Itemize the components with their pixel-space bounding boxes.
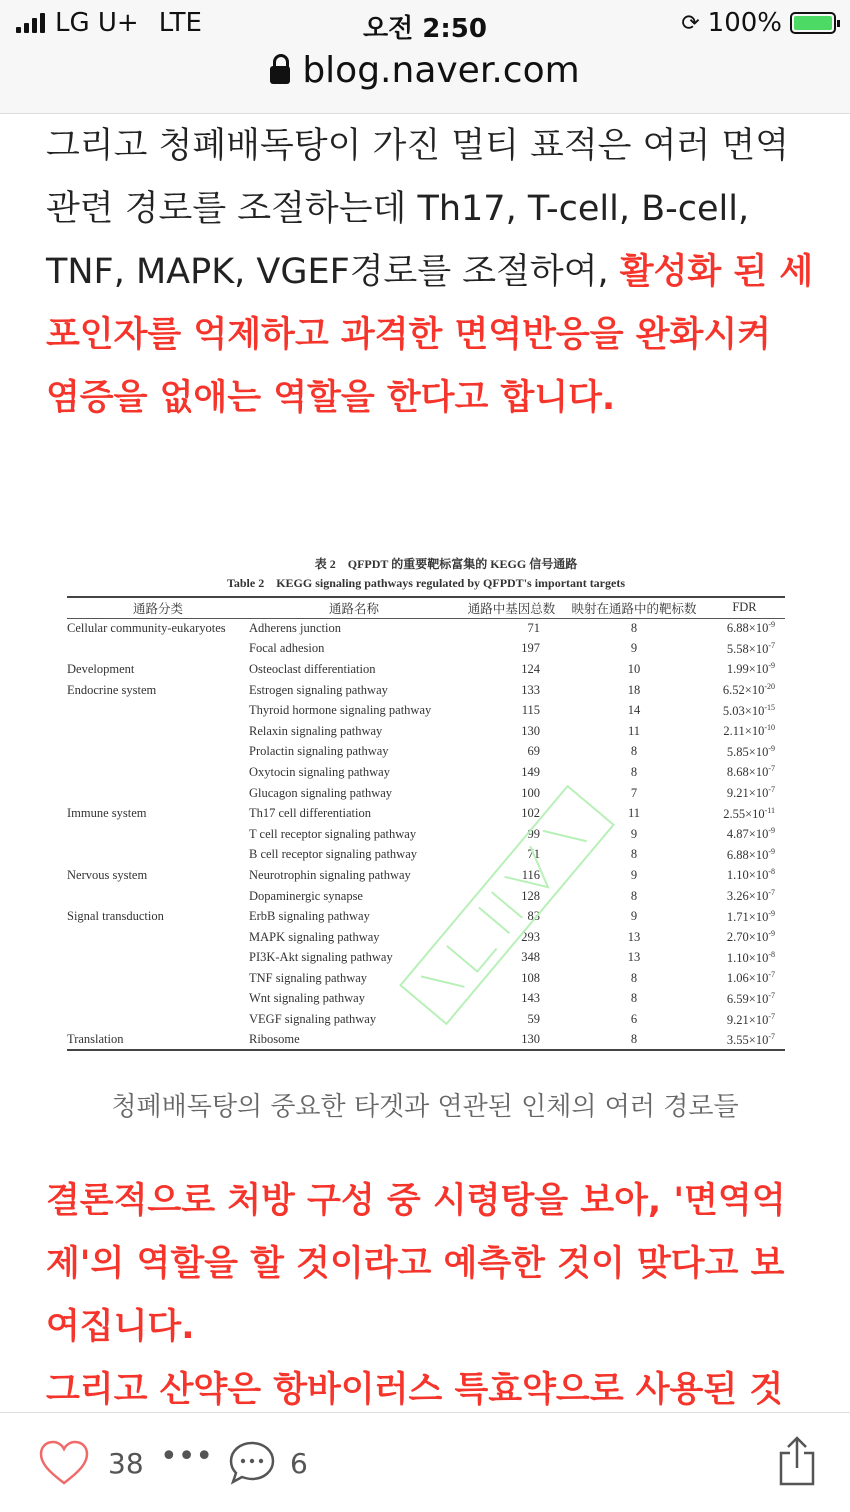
header-name: 通路名称 xyxy=(249,597,459,618)
cell-gene-total: 99 xyxy=(527,826,540,841)
carrier: LG U+ xyxy=(55,8,139,38)
table-row xyxy=(67,700,785,721)
header-category: 通路分类 xyxy=(67,597,249,618)
table-row xyxy=(67,762,785,783)
cell-target-count: 9 xyxy=(630,909,638,924)
heart-icon xyxy=(38,1439,90,1487)
cell-gene-total: 133 xyxy=(521,682,540,697)
fdr-exponent: -10 xyxy=(764,723,775,733)
cell-fdr xyxy=(704,618,785,639)
cell-pathway-name: Thyroid hormone signaling pathway xyxy=(249,703,432,718)
table-row xyxy=(67,906,785,927)
cell-fdr xyxy=(704,803,785,824)
fdr-mantissa: 1.10×10 xyxy=(726,950,769,965)
comment-count: 6 xyxy=(290,1446,308,1480)
cell-gene-total: 108 xyxy=(521,970,540,985)
cell-fdr xyxy=(704,968,785,989)
fdr-exponent: -7 xyxy=(768,1031,775,1041)
cell-target-count: 7 xyxy=(630,785,638,800)
fdr-exponent: -9 xyxy=(768,620,775,630)
paragraph-text: 그리고 청폐배독탕이 가진 멀티 표적은 여러 면역 관련 경로를 조절하는데 Th17, T-cell, B-cell, TNF, MAPK, VGEF경로를 조절하여, xyxy=(46,126,789,292)
cell-category xyxy=(67,927,249,948)
fdr-mantissa: 2.55×10 xyxy=(723,806,765,821)
cell-target-count: 11 xyxy=(627,806,641,821)
kegg-table-image xyxy=(67,555,785,1051)
cell-target-count: 8 xyxy=(630,621,638,636)
comment-icon xyxy=(228,1439,276,1487)
highlighted-text-next: 그리고 산약은 항바이러스 특효약으로 사용된 것 xyxy=(46,1370,784,1410)
cell-gene-total: 102 xyxy=(521,806,540,821)
cell-pathway-name: Osteoclast differentiation xyxy=(249,661,376,676)
cell-target-count: 8 xyxy=(630,991,638,1006)
more-button[interactable] xyxy=(160,1439,213,1474)
cell-gene-total: 83 xyxy=(527,909,540,924)
cell-fdr xyxy=(704,1009,785,1030)
cell-pathway-name: Oxytocin signaling pathway xyxy=(249,764,390,779)
cell-category: Translation xyxy=(67,1032,124,1047)
fdr-mantissa: 6.59×10 xyxy=(726,992,769,1007)
table-row xyxy=(67,989,785,1010)
fdr-exponent: -7 xyxy=(768,887,775,897)
cell-target-count: 8 xyxy=(630,744,638,759)
cell-gene-total: 130 xyxy=(521,723,540,738)
fdr-mantissa: 8.68×10 xyxy=(726,765,769,780)
cell-gene-total: 71 xyxy=(527,621,540,636)
cell-target-count: 10 xyxy=(627,661,641,676)
fdr-mantissa: 2.70×10 xyxy=(726,930,769,945)
cell-gene-total: 116 xyxy=(521,867,540,882)
body-paragraph-1 xyxy=(46,115,816,430)
image-caption: 청폐배독탕의 중요한 타겟과 연관된 인체의 여러 경로들 xyxy=(111,1092,739,1122)
cell-gene-total: 293 xyxy=(521,929,540,944)
table-row xyxy=(67,968,785,989)
table-row xyxy=(67,845,785,866)
cell-pathway-name: MAPK signaling pathway xyxy=(249,929,380,944)
cell-fdr xyxy=(704,783,785,804)
fdr-exponent: -7 xyxy=(768,640,775,650)
more-icon: ••• xyxy=(160,1439,214,1474)
cell-fdr xyxy=(704,906,785,927)
network-type: LTE xyxy=(158,8,202,38)
cell-category xyxy=(67,762,249,783)
bottom-action-bar xyxy=(0,1412,850,1512)
cell-gene-total: 69 xyxy=(527,744,540,759)
cell-category xyxy=(67,948,249,969)
fdr-exponent: -7 xyxy=(768,784,775,794)
cell-category: Cellular community-eukaryotes xyxy=(67,621,226,636)
header-fdr: FDR xyxy=(704,597,785,618)
header-target-count: 映射在通路中的靶标数 xyxy=(564,597,704,618)
cell-target-count: 8 xyxy=(630,1032,638,1047)
table-row xyxy=(67,886,785,907)
table-row xyxy=(67,865,785,886)
cell-fdr xyxy=(704,989,785,1010)
cell-pathway-name: Adherens junction xyxy=(249,621,341,636)
highlighted-text: 결론적으로 처방 구성 중 시령탕을 보아, '면역억제'의 역할을 할 것이라고 예측한 것이 맞다고 보여집니다. xyxy=(46,1181,786,1347)
table-row xyxy=(67,1030,785,1051)
highlighted-text: 활성화 된 세포인자를 억제하고 과격한 면역반응을 완화시켜 염증을 없애는 역할을 한다고 합니다. xyxy=(46,252,814,418)
cell-gene-total: 143 xyxy=(521,991,540,1006)
table-title-en: Table 2 KEGG signaling pathways regulated by QFPDT's important targets xyxy=(226,576,626,590)
cell-fdr xyxy=(704,659,785,680)
cell-category xyxy=(67,700,249,721)
fdr-mantissa: 1.71×10 xyxy=(726,909,769,924)
lock-icon xyxy=(270,66,290,84)
cell-pathway-name: Estrogen signaling pathway xyxy=(249,682,388,697)
cell-pathway-name: Wnt signaling pathway xyxy=(249,991,365,1006)
fdr-exponent: -20 xyxy=(764,682,775,691)
cell-pathway-name: VEGF signaling pathway xyxy=(249,1012,377,1027)
cell-pathway-name: Relaxin signaling pathway xyxy=(249,723,383,738)
cell-gene-total: 124 xyxy=(521,661,540,676)
cell-category xyxy=(67,639,249,660)
cell-target-count: 14 xyxy=(627,703,641,718)
fdr-exponent: -7 xyxy=(768,1011,775,1021)
cell-pathway-name: Neurotrophin signaling pathway xyxy=(249,867,411,882)
cell-category: Endocrine system xyxy=(67,682,157,697)
table-row xyxy=(67,803,785,824)
fdr-mantissa: 9.21×10 xyxy=(726,786,769,801)
cell-fdr xyxy=(704,721,785,742)
cell-gene-total: 59 xyxy=(527,1012,540,1027)
cell-category xyxy=(67,886,249,907)
cell-target-count: 18 xyxy=(627,682,641,697)
table-row xyxy=(67,618,785,639)
cell-fdr xyxy=(704,845,785,866)
fdr-mantissa: 9.21×10 xyxy=(726,1012,769,1027)
fdr-exponent: -9 xyxy=(768,661,775,671)
address-bar[interactable] xyxy=(0,46,850,114)
share-button[interactable] xyxy=(778,1435,816,1487)
cell-category: Development xyxy=(67,661,135,676)
cell-fdr xyxy=(704,865,785,886)
table-row xyxy=(67,824,785,845)
fdr-exponent: -9 xyxy=(768,929,775,939)
cell-category xyxy=(67,783,249,804)
kegg-table xyxy=(67,596,785,1051)
cell-target-count: 13 xyxy=(627,929,641,944)
like-button[interactable] xyxy=(38,1439,144,1487)
cell-fdr xyxy=(704,639,785,660)
cell-gene-total: 197 xyxy=(521,641,540,656)
cell-category xyxy=(67,845,249,866)
cell-fdr xyxy=(704,680,785,701)
cell-pathway-name: Glucagon signaling pathway xyxy=(249,785,393,800)
cell-gene-total: 71 xyxy=(527,847,540,862)
fdr-mantissa: 2.11×10 xyxy=(723,724,765,739)
cell-fdr xyxy=(704,1030,785,1051)
fdr-exponent: -7 xyxy=(768,990,775,1000)
rotation-lock-icon: ⟳ xyxy=(681,10,700,36)
fdr-exponent: -9 xyxy=(768,743,775,753)
cell-target-count: 11 xyxy=(627,723,641,738)
battery-percent: 100% xyxy=(707,8,782,38)
cell-target-count: 8 xyxy=(630,970,638,985)
fdr-exponent: -7 xyxy=(768,764,775,774)
table-title-cn: 表 2 QFPDT 的重要靶标富集的 KEGG 信号通路 xyxy=(314,557,578,571)
header-gene-total: 通路中基因总数 xyxy=(459,597,564,618)
table-row xyxy=(67,680,785,701)
table-row xyxy=(67,639,785,660)
fdr-mantissa: 5.03×10 xyxy=(722,703,765,718)
cell-gene-total: 149 xyxy=(521,764,540,779)
fdr-exponent: -15 xyxy=(764,702,775,712)
cell-pathway-name: B cell receptor signaling pathway xyxy=(249,847,417,862)
cell-target-count: 8 xyxy=(630,764,638,779)
table-row xyxy=(67,948,785,969)
share-icon xyxy=(778,1435,816,1487)
cell-fdr xyxy=(704,824,785,845)
cell-target-count: 13 xyxy=(627,950,641,965)
cell-gene-total: 115 xyxy=(521,703,540,718)
table-row xyxy=(67,721,785,742)
fdr-mantissa: 1.99×10 xyxy=(726,662,769,677)
fdr-exponent: -9 xyxy=(768,846,775,856)
cell-category: Signal transduction xyxy=(67,909,164,924)
table-row xyxy=(67,783,785,804)
cell-pathway-name: Prolactin signaling pathway xyxy=(249,744,389,759)
fdr-mantissa: 1.06×10 xyxy=(726,971,769,986)
table-row xyxy=(67,742,785,763)
fdr-mantissa: 6.88×10 xyxy=(726,847,769,862)
cell-fdr xyxy=(704,762,785,783)
table-row xyxy=(67,927,785,948)
fdr-mantissa: 3.55×10 xyxy=(726,1032,769,1047)
cell-category xyxy=(67,1009,249,1030)
table-row xyxy=(67,1009,785,1030)
cell-gene-total: 128 xyxy=(521,888,540,903)
cell-category xyxy=(67,742,249,763)
cell-pathway-name: Focal adhesion xyxy=(249,641,325,656)
table-row xyxy=(67,659,785,680)
cell-target-count: 9 xyxy=(630,826,638,841)
cell-fdr xyxy=(704,948,785,969)
fdr-mantissa: 6.88×10 xyxy=(726,621,769,636)
like-count: 38 xyxy=(108,1446,144,1480)
cell-category: Nervous system xyxy=(67,867,148,882)
cell-gene-total: 100 xyxy=(521,785,540,800)
cell-fdr xyxy=(704,742,785,763)
status-bar xyxy=(0,0,850,46)
cell-target-count: 9 xyxy=(630,641,638,656)
cell-fdr xyxy=(704,927,785,948)
fdr-exponent: -9 xyxy=(768,826,775,836)
fdr-exponent: -8 xyxy=(768,949,775,959)
cell-category xyxy=(67,721,249,742)
cell-target-count: 8 xyxy=(630,847,638,862)
fdr-exponent: -9 xyxy=(768,908,775,918)
url-text: blog.naver.com xyxy=(302,50,580,91)
cell-category xyxy=(67,968,249,989)
cell-target-count: 9 xyxy=(630,867,638,882)
clock: 오전 2:50 xyxy=(363,14,487,44)
cell-fdr xyxy=(704,700,785,721)
cell-gene-total: 130 xyxy=(521,1032,540,1047)
fdr-mantissa: 5.85×10 xyxy=(726,744,769,759)
cell-pathway-name: Ribosome xyxy=(249,1032,300,1047)
cell-target-count: 8 xyxy=(630,888,638,903)
cell-pathway-name: Dopaminergic synapse xyxy=(249,888,363,903)
comment-button[interactable] xyxy=(228,1439,308,1487)
cell-gene-total: 348 xyxy=(521,950,540,965)
fdr-mantissa: 6.52×10 xyxy=(722,683,765,698)
cell-target-count: 6 xyxy=(630,1012,638,1027)
cell-pathway-name: PI3K-Akt signaling pathway xyxy=(249,950,393,965)
fdr-mantissa: 5.58×10 xyxy=(726,641,769,656)
cell-pathway-name: ErbB signaling pathway xyxy=(249,909,370,924)
cell-category xyxy=(67,824,249,845)
fdr-exponent: -8 xyxy=(768,867,775,877)
fdr-exponent: -7 xyxy=(768,970,775,980)
cell-fdr xyxy=(704,886,785,907)
battery-icon xyxy=(790,12,836,34)
fdr-exponent: -11 xyxy=(764,805,775,815)
cell-pathway-name: T cell receptor signaling pathway xyxy=(249,826,417,841)
cell-pathway-name: Th17 cell differentiation xyxy=(249,806,371,821)
cell-category xyxy=(67,989,249,1010)
fdr-mantissa: 4.87×10 xyxy=(726,827,769,842)
fdr-mantissa: 1.10×10 xyxy=(726,868,769,883)
fdr-mantissa: 3.26×10 xyxy=(726,889,769,904)
cell-pathway-name: TNF signaling pathway xyxy=(249,970,368,985)
cell-category: Immune system xyxy=(67,806,147,821)
